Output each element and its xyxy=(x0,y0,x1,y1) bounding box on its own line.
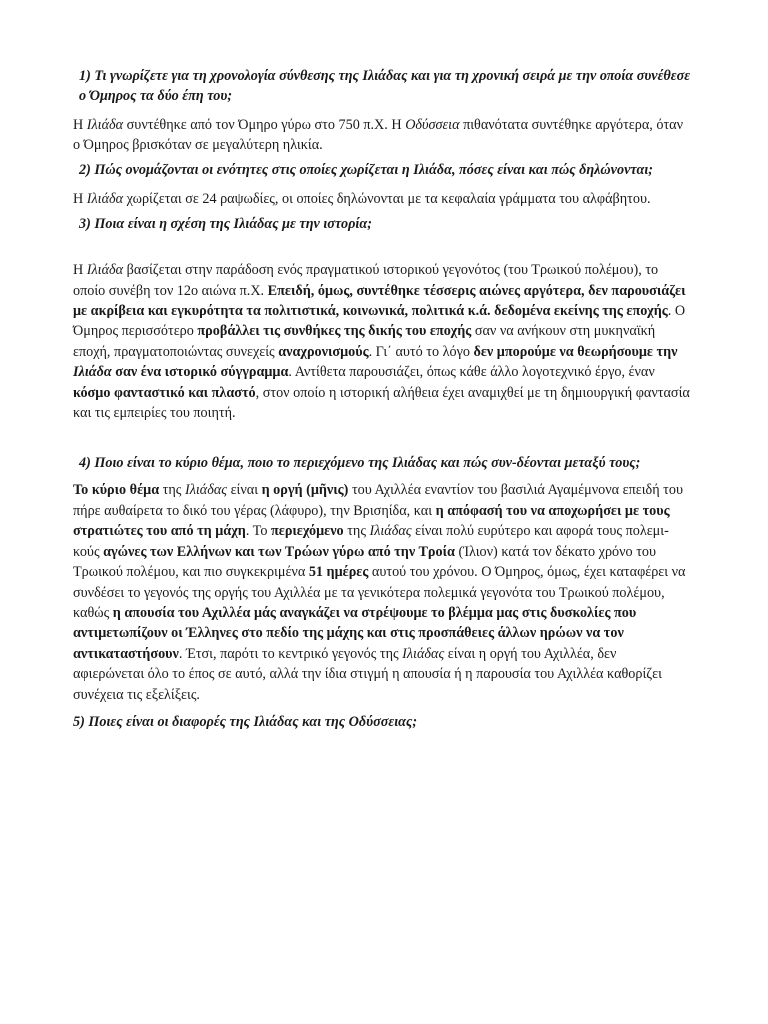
answer-3-bold: σαν ένα ιστορικό σύγγραμμα xyxy=(111,364,289,381)
question-4: 4) Ποιο είναι το κύριο θέμα, ποιο το περιεχόμενο της Ιλιάδας και πώς συν-δέονται μεταξύ τους; xyxy=(79,455,641,472)
answer-3-bold: Επειδή, όμως, συντέθηκε τέσσερις αιώνες αργότερα, δεν παρουσιάζει με ακρίβεια και εγκυρότητα τα πολιτιστικά, κοινωνικά, πολιτικά κ.ά. δεδομένα εκείνης της εποχής xyxy=(73,282,686,320)
answer-1-iliad: Ιλιάδα xyxy=(86,117,124,133)
answer-3-text: . Ο Όμηρος περισσότερο xyxy=(73,303,686,340)
answer-2-text: Η xyxy=(73,190,87,207)
answer-2-iliad: Ιλιάδα xyxy=(86,190,124,207)
answer-4-iliad: Ιλιάδας xyxy=(402,645,445,662)
answer-4-iliad: Ιλιάδας xyxy=(184,482,228,499)
answer-1-text: Η xyxy=(73,117,87,133)
answer-3-text: , στον οποίο η ιστορική αλήθεια έχει αναμιχθεί με τη δημιουργική φαντασία και τις εμπειρίες του ποιητή. xyxy=(73,384,690,422)
answer-3-bold: δεν μπορούμε να θεωρήσουμε την xyxy=(473,343,678,360)
answer-3-bold: κόσμο φανταστικό και πλαστό xyxy=(73,384,256,401)
answer-4-text: . Το xyxy=(245,523,271,540)
answer-2-text: χωρίζεται σε 24 ραψωδίες, οι οποίες δηλώνονται με τα κεφαλαία γράμματα του αλφάβητου. xyxy=(123,190,651,207)
answer-4-text: του Αχιλλέα εναντίον του βασιλιά Αγαμέμνονα επειδή του πήρε αυθαίρετα το δικό του γέρας (λάφυρο), την Βρισηίδα, και xyxy=(73,482,684,519)
answer-4-bold: αγώνες των Ελλήνων και των Τρώων γύρω από την Τροία xyxy=(103,543,455,560)
document-page xyxy=(73,66,691,732)
answer-1-odyssey: Οδύσσεια xyxy=(405,117,460,133)
answer-4-bold: περιεχόμενο xyxy=(270,523,344,540)
answer-4-bold: 51 ημέρες xyxy=(308,564,369,581)
answer-4-text: . Έτσι, παρότι το κεντρικό γεγονός της xyxy=(178,645,403,662)
answer-3 xyxy=(73,260,691,423)
question-2: 2) Πώς ονομάζονται οι ενότητες στις οποίες χωρίζεται η Ιλιάδα, πόσες είναι και πώς δηλώνονται; xyxy=(79,161,653,178)
answer-4-text: αυτού του χρόνου. Ο Όμηρος, όμως, έχει καταφέρει να συνδέσει το γεγονός της οργής του Αχιλλέα με τα γενικότερα πολεμικά γεγονότα του Τρωικού πολέμου, καθώς xyxy=(73,564,686,621)
answer-1 xyxy=(73,115,691,156)
answer-4-text: (Ίλιον) κατά τον δέκατο χρόνο του Τρωικού πολέμου, και πιο συγκεκριμένα xyxy=(73,543,657,581)
answer-4-text: της xyxy=(159,482,185,499)
answer-4-text: είναι η οργή του Αχιλλέα, δεν αφιερώνεται όλο το έπος σε αυτό, αλλά την ίδια στιγμή η απουσία ή η παρουσία του Αχιλλέα καθορίζει συνέχεια τις εξελίξεις. xyxy=(73,645,662,703)
answer-4-text: είναι xyxy=(227,482,262,499)
answer-3-bold-iliad: Ιλιάδα xyxy=(73,364,112,381)
answer-3-text: . Γι΄ αυτό το λόγο xyxy=(368,343,474,360)
answer-3-bold: αναχρονισμούς xyxy=(278,343,369,360)
answer-3-text: Η xyxy=(73,262,87,279)
question-3: 3) Ποια είναι η σχέση της Ιλιάδας με την ιστορία; xyxy=(79,216,372,233)
answer-3-iliad: Ιλιάδα xyxy=(86,262,124,279)
question-1: 1) Τι γνωρίζετε για τη χρονολογία σύνθεσης της Ιλιάδας και για τη χρονική σειρά με την οποία συνέθεσε ο Όμηρος τα δύο έπη του; xyxy=(79,68,691,104)
answer-1-text: συντέθηκε από τον Όμηρο γύρω στο 750 π.Χ. Η xyxy=(123,117,406,133)
answer-3-text: . Αντίθετα παρουσιάζει, όπως κάθε άλλο λογοτεχνικό έργο, έναν xyxy=(288,364,655,381)
answer-4-bold: η απουσία του Αχιλλέα μάς αναγκάζει να στρέψουμε το βλέμμα μας στις δυσκολίες που αντιμετωπίζουν οι Έλληνες στο πεδίο της μάχης και στις προσπάθειες άλλων ηρώων να τον αντικαταστήσουν xyxy=(73,604,637,662)
answer-4 xyxy=(73,480,691,704)
answer-4-bold: Το κύριο θέμα xyxy=(73,482,160,499)
answer-3-bold: προβάλλει τις συνθήκες της δικής του εποχής xyxy=(197,323,472,340)
answer-1-text: πιθανότατα συντέθηκε αργότερα, όταν ο Όμηρος βρισκόταν σε μεγαλύτερη ηλικία. xyxy=(73,117,683,154)
answer-4-bold: η οργή (μῆνις) xyxy=(261,482,349,499)
answer-3-text: σαν να ανήκουν στη μυκηναϊκή εποχή, πραγματοποιώντας συνεχείς xyxy=(73,323,656,360)
answer-3-text: βασίζεται στην παράδοση ενός πραγματικού ιστορικού γεγονότος (του Τρωικού πολέμου), το οποίο συνέβη τον 12ο αιώνα π.Χ. xyxy=(73,262,659,299)
answer-2 xyxy=(73,189,691,209)
answer-4-text: της xyxy=(343,523,370,540)
question-5: 5) Ποιες είναι οι διαφορές της Ιλιάδας και της Οδύσσειας; xyxy=(73,713,418,730)
answer-4-bold: η απόφασή του να αποχωρήσει με τους στρατιώτες του από τη μάχη xyxy=(73,502,670,540)
answer-4-iliad: Ιλιάδας xyxy=(369,523,412,540)
answer-4-text: είναι πολύ ευρύτερο και αφορά τους πολεμι-κούς xyxy=(73,523,669,560)
